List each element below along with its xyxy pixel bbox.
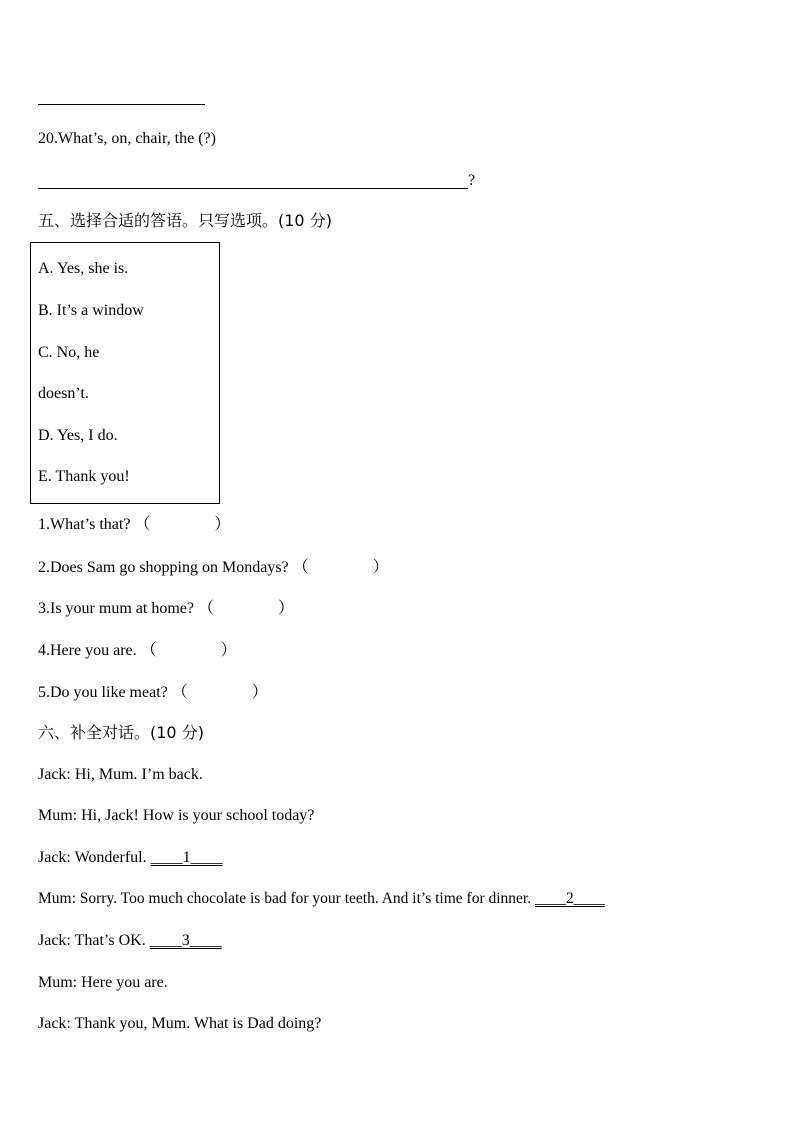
question-2-text: 2.Does Sam go shopping on Mondays? [38, 559, 289, 576]
answer-paren-5[interactable]: （ ） [171, 682, 268, 701]
section5-heading: 五、选择合适的答语。只写选项。(10 分) [38, 211, 332, 230]
option-c: C. No, he [38, 344, 100, 361]
dialogue-line-3 [38, 848, 223, 868]
section6-heading: 六、补全对话。(10 分) [38, 723, 204, 742]
dialogue-line-1: Jack: Hi, Mum. I’m back. [38, 766, 203, 783]
dialogue-line-2: Mum: Hi, Jack! How is your school today? [38, 807, 315, 824]
question-4-text: 4.Here you are. [38, 642, 137, 659]
question-20: 20.What’s, on, chair, the (?) [38, 130, 216, 147]
dialogue-line-7: Jack: Thank you, Mum. What is Dad doing? [38, 1015, 322, 1032]
answer-paren-1[interactable]: （ ） [134, 514, 231, 533]
question-4 [38, 640, 237, 661]
answer-paren-2[interactable]: （ ） [292, 557, 389, 576]
answer-line-q19[interactable] [38, 104, 205, 105]
question-1-text: 1.What’s that? [38, 516, 131, 533]
question-1 [38, 514, 230, 535]
option-e: E. Thank you! [38, 468, 130, 485]
blank-1[interactable]: ____1____ [150, 849, 223, 866]
option-d: D. Yes, I do. [38, 427, 118, 444]
dialogue-line-3-text: Jack: Wonderful. [38, 849, 151, 866]
question-2 [38, 557, 389, 578]
blank-3[interactable]: ____3____ [149, 932, 222, 949]
dialogue-line-4 [38, 889, 605, 909]
dialogue-line-4-text: Mum: Sorry. Too much chocolate is bad for your teeth. And it’s time for dinner. [38, 890, 535, 907]
blank-2[interactable]: ____2____ [534, 890, 605, 907]
option-b: B. It’s a window [38, 302, 144, 319]
dialogue-line-5 [38, 931, 222, 951]
answer-line-q20[interactable] [38, 188, 468, 189]
dialogue-line-6: Mum: Here you are. [38, 974, 168, 991]
option-a: A. Yes, she is. [38, 260, 129, 277]
option-c-cont: doesn’t. [38, 385, 89, 402]
question-5 [38, 682, 268, 703]
options-box [30, 242, 220, 504]
answer-paren-3[interactable]: （ ） [197, 598, 294, 617]
dialogue-line-5-text: Jack: That’s OK. [38, 932, 150, 949]
question-3 [38, 598, 294, 619]
answer-paren-4[interactable]: （ ） [140, 640, 237, 659]
question-5-text: 5.Do you like meat? [38, 684, 168, 701]
question-3-text: 3.Is your mum at home? [38, 600, 194, 617]
answer-line-q20-end: ? [468, 172, 476, 189]
